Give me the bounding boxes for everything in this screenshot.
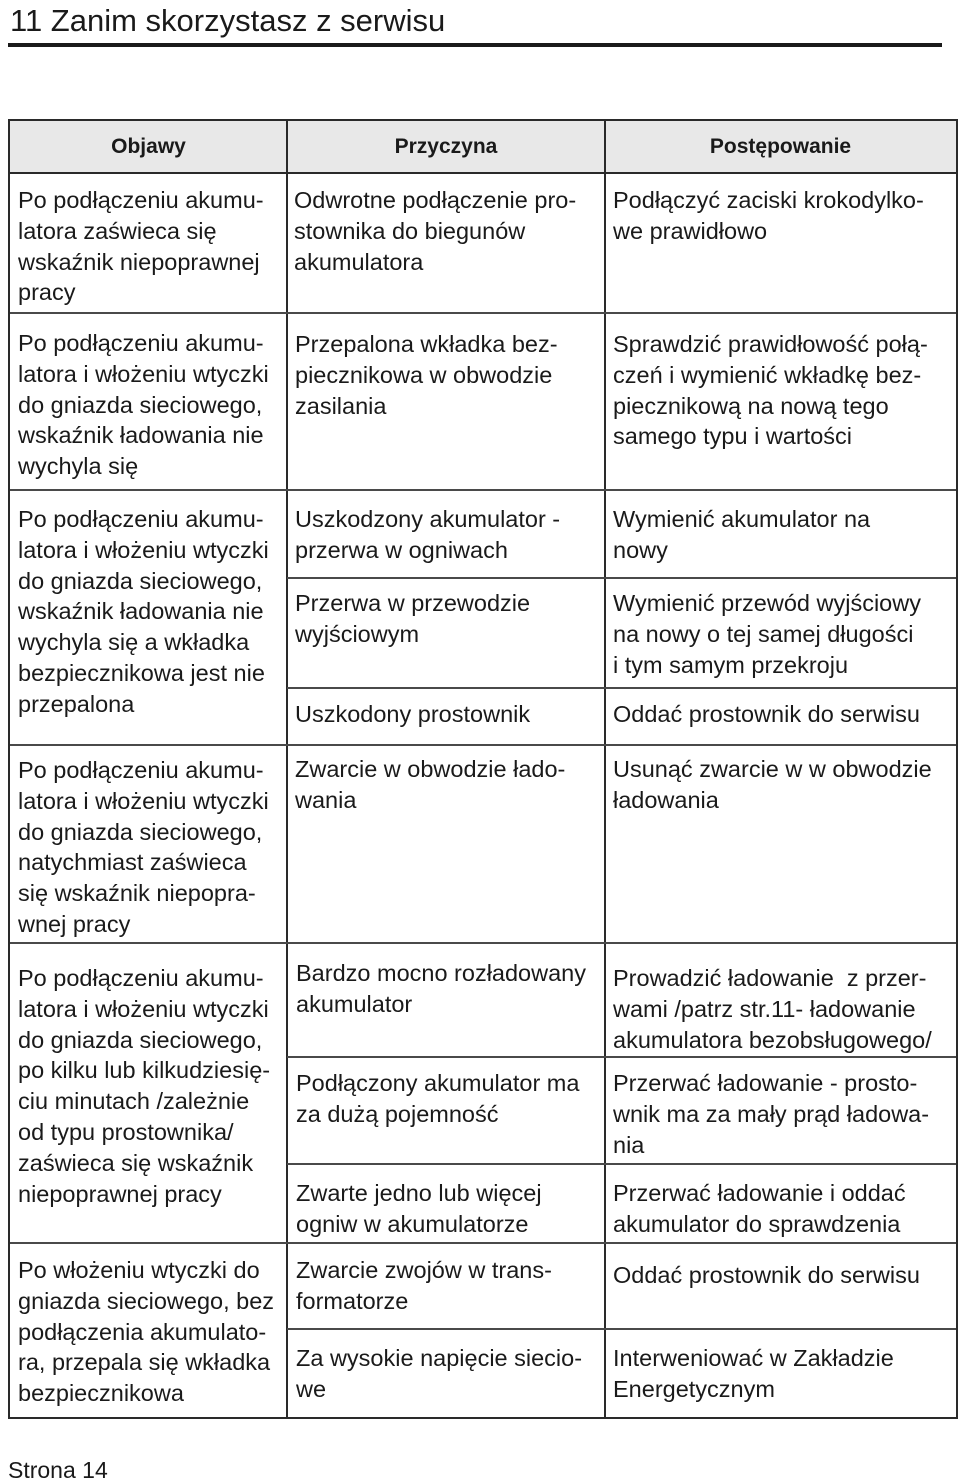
- header-przyczyna: Przyczyna: [287, 121, 605, 174]
- subrow-divider: [287, 687, 956, 689]
- cause-cell: Zwarcie zwojów w trans- formatorze: [296, 1257, 552, 1314]
- action-cell: Usunąć zwarcie w w obwodzie ładowania: [613, 756, 932, 813]
- cause-cell: Uszkodzony akumulator - przerwa w ogniwach: [295, 506, 561, 563]
- row-divider: [10, 312, 956, 314]
- row-divider: [10, 744, 956, 746]
- cause-cell: Odwrotne podłączenie pro- stownika do biegunów akumulatora: [294, 187, 577, 275]
- cause-cell: Zwarcie w obwodzie łado- wania: [295, 756, 566, 813]
- cause-cell: Zwarte jedno lub więcej ogniw w akumulatorze: [296, 1180, 542, 1237]
- symptom-cell: Po podłączeniu akumu- latora zaświeca się wskaźnik niepoprawnej pracy: [18, 187, 264, 306]
- symptom-cell: Po włożeniu wtyczki do gniazda sieciowego, bez podłączenia akumulato- ra, przepala się wkładka bezpiecznikowa: [18, 1257, 275, 1407]
- subrow-divider: [287, 1328, 956, 1330]
- action-cell: Prowadzić ładowanie z przer- wami /patrz str.11- ładowanie akumulatora bezobsługowego/: [613, 965, 932, 1053]
- cause-cell: Bardzo mocno rozładowany akumulator: [296, 960, 586, 1017]
- row-divider: [10, 1242, 956, 1244]
- subrow-divider: [287, 1056, 956, 1058]
- cause-cell: Uszkodony prostownik: [295, 701, 531, 727]
- symptom-cell: Po podłączeniu akumu- latora i włożeniu wtyczki do gniazda sieciowego, natychmiast zaświeca się wskaźnik niepopra- wnej pracy: [18, 757, 269, 937]
- header-objawy: Objawy: [10, 121, 287, 174]
- symptom-cell: Po podłączeniu akumu- latora i włożeniu wtyczki do gniazda sieciowego, wskaźnik ładowania nie wychyla się a wkładka bezpiecznikowa jest nie przepalona: [18, 506, 269, 717]
- cause-cell: Przerwa w przewodzie wyjściowym: [295, 590, 531, 647]
- action-cell: Wymienić przewód wyjściowy na nowy o tej samej długości i tym samym przekroju: [613, 590, 921, 678]
- action-cell: Przerwać ładowanie i oddać akumulator do sprawdzenia: [613, 1180, 906, 1237]
- row-divider: [10, 942, 956, 944]
- page-number: Strona 14: [8, 1457, 108, 1483]
- cause-cell: Za wysokie napięcie siecio- we: [296, 1345, 583, 1402]
- page-title: 11 Zanim skorzystasz z serwisu: [10, 3, 446, 38]
- row-divider: [10, 489, 956, 491]
- symptom-cell: Po podłączeniu akumu- latora i włożeniu wtyczki do gniazda sieciowego, po kilku lub kilkudziesię- ciu minutach /zależnie od typu prostownika/ zaświeca się wskaźnik niepoprawnej pracy: [18, 965, 271, 1207]
- action-cell: Oddać prostownik do serwisu: [613, 1262, 920, 1288]
- action-cell: Oddać prostownik do serwisu: [613, 701, 920, 727]
- action-cell: Sprawdzić prawidłowość połą- czeń i wymienić wkładkę bez- piecznikową na nową tego samego typu i wartości: [613, 331, 928, 450]
- action-cell: Interweniować w Zakładzie Energetycznym: [613, 1345, 894, 1402]
- title-underline: [8, 43, 942, 47]
- header-postepowanie: Postępowanie: [605, 121, 956, 174]
- action-cell: Podłączyć zaciski krokodylko- we prawidłowo: [613, 187, 924, 244]
- subrow-divider: [287, 1163, 956, 1165]
- action-cell: Wymienić akumulator na nowy: [613, 506, 871, 563]
- cause-cell: Przepalona wkładka bez- piecznikowa w obwodzie zasilania: [295, 331, 558, 419]
- action-cell: Przerwać ładowanie - prosto- wnik ma za mały prąd ładowa- nia: [613, 1070, 930, 1158]
- cause-cell: Podłączony akumulator ma za dużą pojemność: [296, 1070, 580, 1127]
- subrow-divider: [287, 577, 956, 579]
- symptom-cell: Po podłączeniu akumu- latora i włożeniu wtyczki do gniazda sieciowego, wskaźnik ładowania nie wychyla się: [18, 330, 269, 480]
- troubleshooting-table: [8, 119, 958, 1419]
